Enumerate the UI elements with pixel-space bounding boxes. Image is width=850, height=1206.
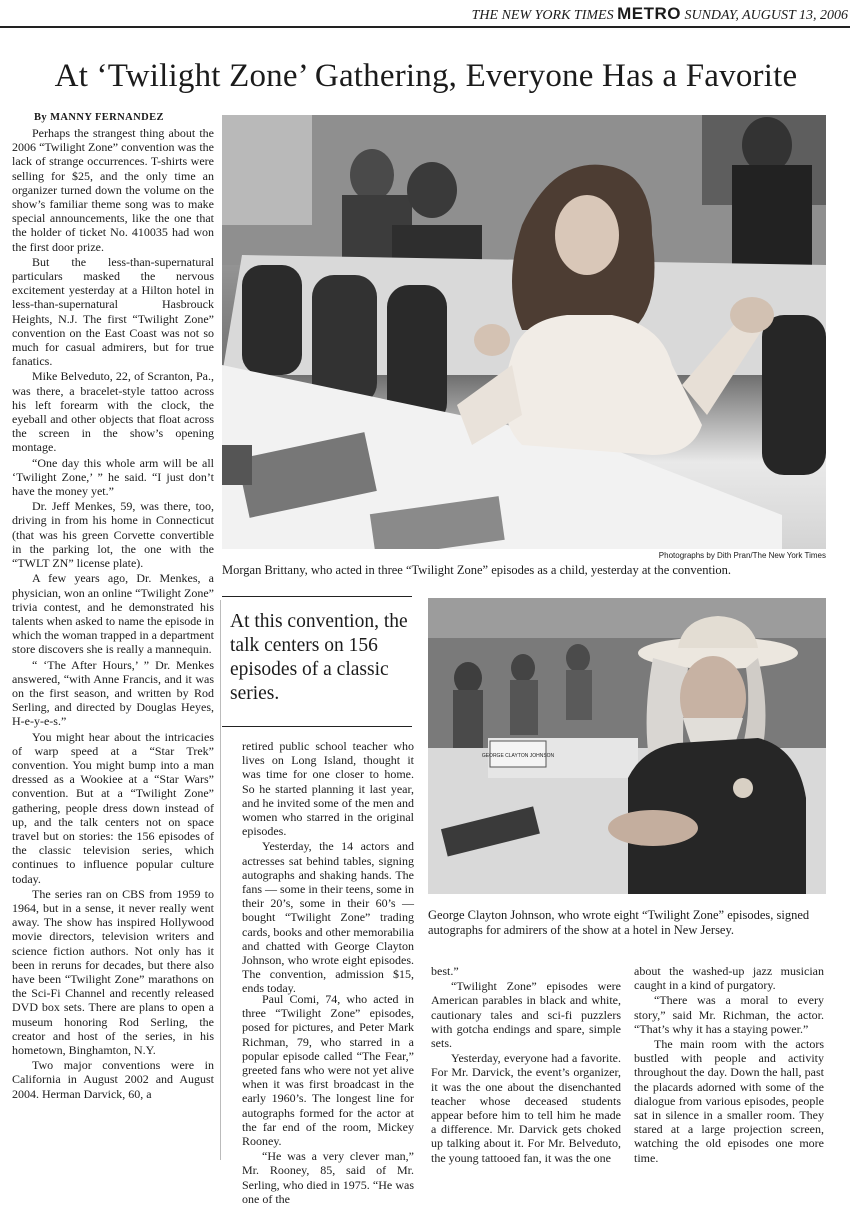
pullquote-rule-bottom	[222, 726, 412, 727]
paragraph: “There was a moral to every story,” said Mr. Richman, the actor. “That’s why it has a staying power.”	[634, 993, 824, 1036]
top-rule	[0, 26, 850, 28]
paragraph: best.”	[431, 964, 459, 978]
article-column-2-top	[242, 739, 414, 996]
photo-morgan-brittany-illustration	[222, 115, 826, 549]
article-column-3	[431, 964, 621, 1165]
paragraph: “He was a very clever man,” Mr. Rooney, 85, said of Mr. Serling, who died in 1975. “He was one of the	[242, 1149, 414, 1206]
paragraph: The series ran on CBS from 1959 to 1964, but in a sense, it never really went away. The show has inspired Hollywood movie directors, television writers and science fiction authors. Not only has it been in reruns for decades, but there also have been “Twilight Zone” marathons on the Sci-Fi Channel and recently released DVD box sets. There are plans to open a museum honoring Rod Serling, the creator and host of the series, in his hometown, Binghamton, N.Y.	[12, 886, 214, 1057]
paragraph: The main room with the actors bustled with people and activity throughout the day. Down the hall, past the placards adorned with some of the dialogue from various episodes, people sat in silence in a smaller room. They stared at a large projection screen, watching the old episodes one more time.	[634, 1037, 824, 1165]
paragraph: Yesterday, the 14 actors and actresses sat behind tables, signing autographs and shaking hands. The fans — some in their teens, some in their 20’s, some in their 60’s — bought “Twilight Zone” trading cards, books and other memorabilia and chatted with George Clayton Johnson, who wrote eight episodes. The convention, admission $15, ends today.	[242, 839, 414, 996]
pullquote: At this convention, the talk centers on 156 episodes of a classic series.	[230, 611, 408, 704]
headline: At ‘Twilight Zone’ Gathering, Everyone Has a Favorite	[54, 58, 798, 94]
photo-george-clayton-johnson-illustration	[428, 598, 826, 894]
paragraph: “ ‘The After Hours,’ ” Dr. Menkes answered, “with Anne Francis, and it was on the first season, and written by Rod Serling, and directed by Douglas Heyes, H-e-y-e-s.”	[12, 657, 214, 729]
paragraph: Mike Belveduto, 22, of Scranton, Pa., was there, a bracelet-style tattoo across his left forearm with the clock, the eyeball and other objects that float across the screen in the show’s opening montage.	[12, 369, 214, 455]
photo-morgan-brittany	[222, 115, 826, 549]
paragraph: You might hear about the intricacies of warp speed at a “Star Trek” convention. You might bump into a man dressed as a Wookiee at a “Star Wars” convention. But at a “Twilight Zone” gathering, people dress down instead of up, and the talk centers not on space travel but on stories: the 156 episodes of the classic television series, which continues to influence popular culture today.	[12, 729, 214, 886]
paragraph: Perhaps the strangest thing about the 2006 “Twilight Zone” convention was the lack of strange occurrences. T-shirts were selling for $25, and the only time an organizer turned down the volume on the show’s familiar theme song was to make special announcements, like the one that the holder of ticket No. 410035 had won the first door prize.	[12, 126, 214, 254]
paragraph: about the washed-up jazz musician caught in a kind of purgatory.	[634, 964, 824, 993]
paragraph: “One day this whole arm will be all ‘Twilight Zone,’ ” he said. “I just don’t have the money yet.”	[12, 455, 214, 499]
paragraph: Paul Comi, 74, who acted in three “Twilight Zone” episodes, posed for pictures, and Peter Mark Richman, 79, who starred in a popular episode called “The Fear,” greeted fans who were not yet alive when it was first broadcast in the early 1960’s. The longest line for autographs formed for the actor at the far end of the room, Mickey Rooney.	[242, 992, 414, 1149]
byline: By MANNY FERNANDEZ	[34, 112, 164, 123]
article-column-1	[12, 112, 214, 1101]
photo-caption-1: Morgan Brittany, who acted in three “Twilight Zone” episodes as a child, yesterday at the convention.	[222, 563, 732, 577]
paragraph: Dr. Jeff Menkes, 59, was there, too, driving in from his home in Connecticut (that was his green Corvette convertible in the parking lot, the one with the “TWLT ZN” license plate).	[12, 499, 214, 571]
paragraph: Yesterday, everyone had a favorite. For Mr. Darvick, the event’s organizer, it was the one about the disenchanted teacher whose deceased students appear before him to tell him he made a difference. Mr. Darvick gets choked up talking about it. For Mr. Belveduto, the young tattooed fan, it was the one	[431, 1051, 621, 1165]
masthead-date: SUNDAY, AUGUST 13, 2006	[684, 8, 848, 23]
pullquote-rule-top	[222, 596, 412, 597]
article-column-2-bottom	[242, 992, 414, 1206]
column-rule	[220, 600, 221, 1160]
photo2-sign-text: GEORGE CLAYTON JOHNSON	[481, 753, 555, 759]
photo-credit: Photographs by Dith Pran/The New York Times	[658, 551, 826, 560]
paragraph: But the less-than-supernatural particulars masked the nervous excitement yesterday at a Hilton hotel in less-than-supernatural Hasbrouck Heights, N.J. The first “Twilight Zone” convention on the East Coast was not so much for casual admirers, but for true fanatics.	[12, 254, 214, 369]
paragraph: Two major conventions were in California in August 2002 and August 2004. Herman Darvick, 60, a	[12, 1058, 214, 1101]
masthead	[440, 4, 848, 24]
masthead-section: METRO	[617, 4, 681, 23]
paragraph: retired public school teacher who lives on Long Island, thought it was time for one closer to home. So he started planning it last year, and he invited some of the men and women who starred in the original episodes.	[242, 739, 414, 839]
photo-george-clayton-johnson	[428, 598, 826, 894]
article-column-4	[634, 964, 824, 1165]
photo-caption-2: George Clayton Johnson, who wrote eight “Twilight Zone” episodes, signed autographs for admirers of the show at a hotel in New Jersey.	[428, 908, 810, 937]
paragraph: A few years ago, Dr. Menkes, a physician, won an online “Twilight Zone” trivia contest, and he demonstrated his talents when asked to name the episode in which the woman trapped in a department store discovers she is really a mannequin.	[12, 571, 214, 657]
paragraph: “Twilight Zone” episodes were American parables in black and white, cautionary tales and sci-fi puzzlers with gotcha endings and spare, simple sets.	[431, 979, 621, 1051]
masthead-paper: THE NEW YORK TIMES	[471, 8, 614, 23]
